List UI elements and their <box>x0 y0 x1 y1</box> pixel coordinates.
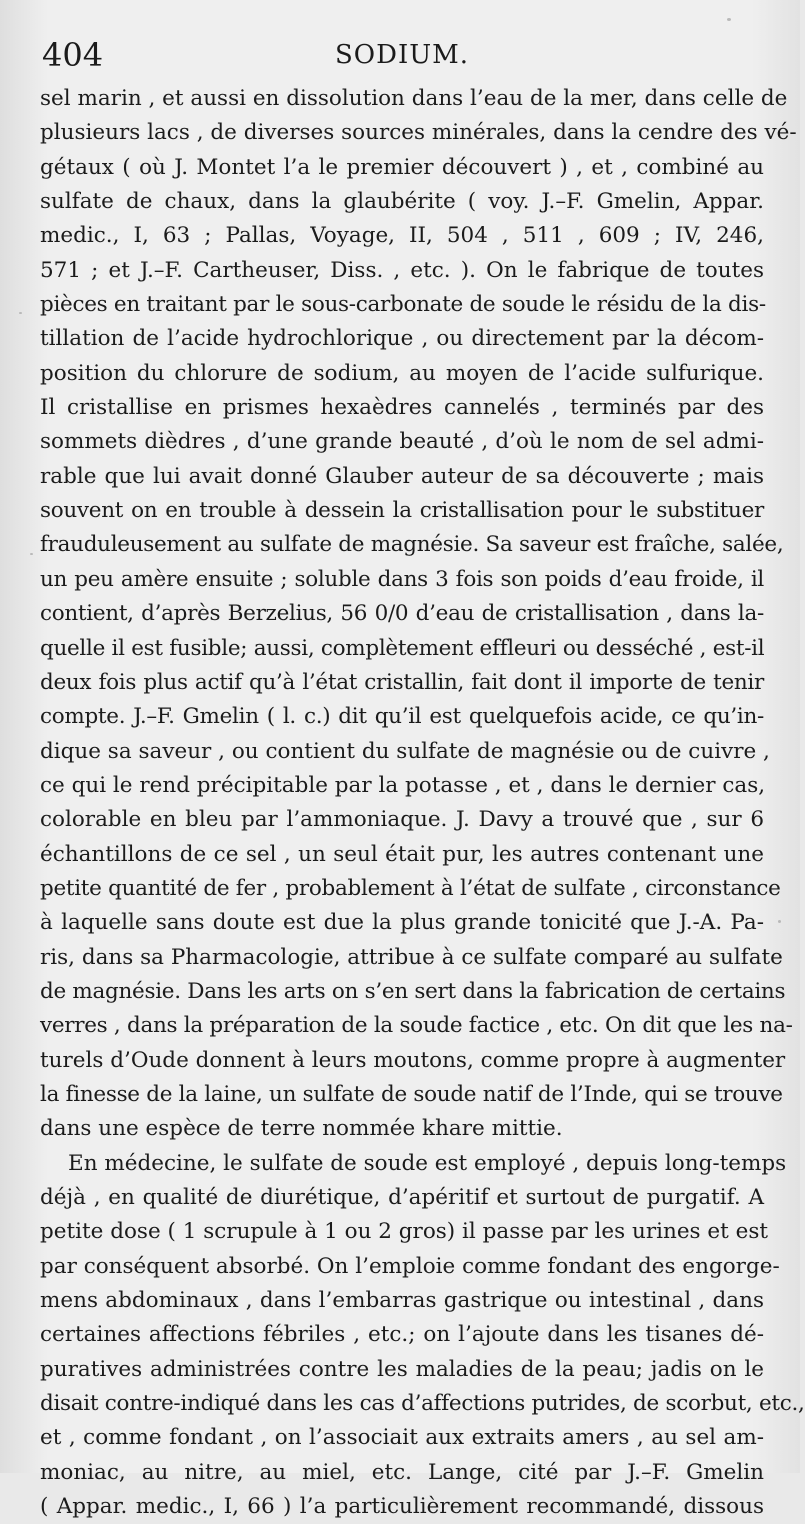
text-line: deux fois plus actif qu’à l’état cristallin, fait dont il importe de tenir <box>40 669 764 695</box>
text-line: disait contre-indiqué dans les cas d’affections putrides, de scorbut, etc., <box>40 1391 805 1417</box>
text-line: contient, d’après Berzelius, 56 0/0 d’eau de cristallisation , dans la- <box>40 601 764 627</box>
text-line: colorable en bleu par l’ammoniaque. J. Davy a trouvé que , sur 6 <box>40 807 764 833</box>
text-line: quelle il est fusible; aussi, complètement effleuri ou desséché , est-il <box>40 635 765 661</box>
text-line: sulfate de chaux, dans la glaubérite ( voy. J.–F. Gmelin, Appar. <box>40 189 764 215</box>
scan-speck <box>30 553 33 555</box>
page-number: 404 <box>42 36 104 74</box>
text-line: tillation de l’acide hydrochlorique , ou directement par la décom- <box>40 326 764 352</box>
text-line: dique sa saveur , ou contient du sulfate de magnésie ou de cuivre , <box>40 738 770 764</box>
text-line: 571 ; et J.–F. Cartheuser, Diss. , etc. ). On le fabrique de toutes <box>40 257 764 283</box>
body-text <box>40 82 805 1524</box>
text-line: ( Appar. medic., I, 66 ) l’a particulièrement recommandé, dissous <box>40 1494 764 1520</box>
text-line: ris, dans sa Pharmacologie, attribue à ce sulfate comparé au sulfate <box>40 944 783 970</box>
text-line: plusieurs lacs , de diverses sources minérales, dans la cendre des vé- <box>40 120 797 146</box>
text-line: turels d’Oude donnent à leurs moutons, comme propre à augmenter <box>40 1047 786 1073</box>
running-title: SODIUM. <box>334 40 470 70</box>
text-line: medic., I, 63 ; Pallas, Voyage, II, 504 , 511 , 609 ; IV, 246, <box>40 223 764 249</box>
text-line: certaines affections fébriles , etc.; on l’ajoute dans les tisanes dé- <box>40 1322 764 1348</box>
text-line: rable que lui avait donné Glauber auteur de sa découverte ; mais <box>40 463 764 489</box>
scan-speck <box>778 920 781 923</box>
text-line: échantillons de ce sel , un seul était pur, les autres contenant une <box>40 841 764 867</box>
text-line: verres , dans la préparation de la soude factice , etc. On dit que les na- <box>40 1013 793 1039</box>
text-line: pièces en traitant par le sous-carbonate de soude le résidu de la dis- <box>40 292 766 318</box>
text-line: En médecine, le sulfate de soude est employé , depuis long-temps <box>68 1150 787 1176</box>
text-line: de magnésie. Dans les arts on s’en sert dans la fabrication de certains <box>40 978 786 1004</box>
text-line: déjà , en qualité de diurétique, d’apéritif et surtout de purgatif. A <box>40 1185 764 1210</box>
text-line: position du chlorure de sodium, au moyen de l’acide sulfurique. <box>40 360 764 386</box>
text-line: sel marin , et aussi en dissolution dans l’eau de la mer, dans celle de <box>40 86 788 111</box>
text-line: gétaux ( où J. Montet l’a le premier découvert ) , et , combiné au <box>40 154 764 180</box>
text-line: et , comme fondant , on l’associait aux extraits amers , au sel am- <box>40 1425 764 1451</box>
text-line: souvent on en trouble à dessein la cristallisation pour le substituer <box>40 498 764 524</box>
text-line: dans une espèce de terre nommée khare mittie. <box>40 1116 563 1142</box>
text-line: puratives administrées contre les maladies de la peau; jadis on le <box>40 1356 764 1382</box>
text-line: petite quantité de fer , probablement à l’état de sulfate , circonstance <box>40 875 781 901</box>
text-line: petite dose ( 1 scrupule à 1 ou 2 gros) il passe par les urines et est <box>40 1219 769 1245</box>
text-line: Il cristallise en prismes hexaèdres cannelés , terminés par des <box>40 395 764 421</box>
text-line: ce qui le rend précipitable par la potasse , et , dans le dernier cas, <box>40 772 766 798</box>
text-line: moniac, au nitre, au miel, etc. Lange, cité par J.–F. Gmelin <box>40 1459 764 1485</box>
text-line: par conséquent absorbé. On l’emploie comme fondant des engorge- <box>40 1253 780 1279</box>
running-head <box>40 28 764 84</box>
text-line: à laquelle sans doute est due la plus grande tonicité que J.-A. Pa- <box>40 910 764 936</box>
text-line: frauduleusement au sulfate de magnésie. Sa saveur est fraîche, salée, <box>40 532 784 558</box>
text-line: mens abdominaux , dans l’embarras gastrique ou intestinal , dans <box>40 1288 764 1314</box>
scan-speck <box>19 312 22 314</box>
scan-speck <box>727 18 731 21</box>
text-line: un peu amère ensuite ; soluble dans 3 fois son poids d’eau froide, il <box>40 566 764 592</box>
text-line: sommets dièdres , d’une grande beauté , d’où le nom de sel admi- <box>40 429 764 455</box>
text-line: compte. J.–F. Gmelin ( l. c.) dit qu’il est quelquefois acide, ce qu’in- <box>40 704 764 730</box>
text-line: la finesse de la laine, un sulfate de soude natif de l’Inde, qui se trouve <box>40 1081 783 1107</box>
